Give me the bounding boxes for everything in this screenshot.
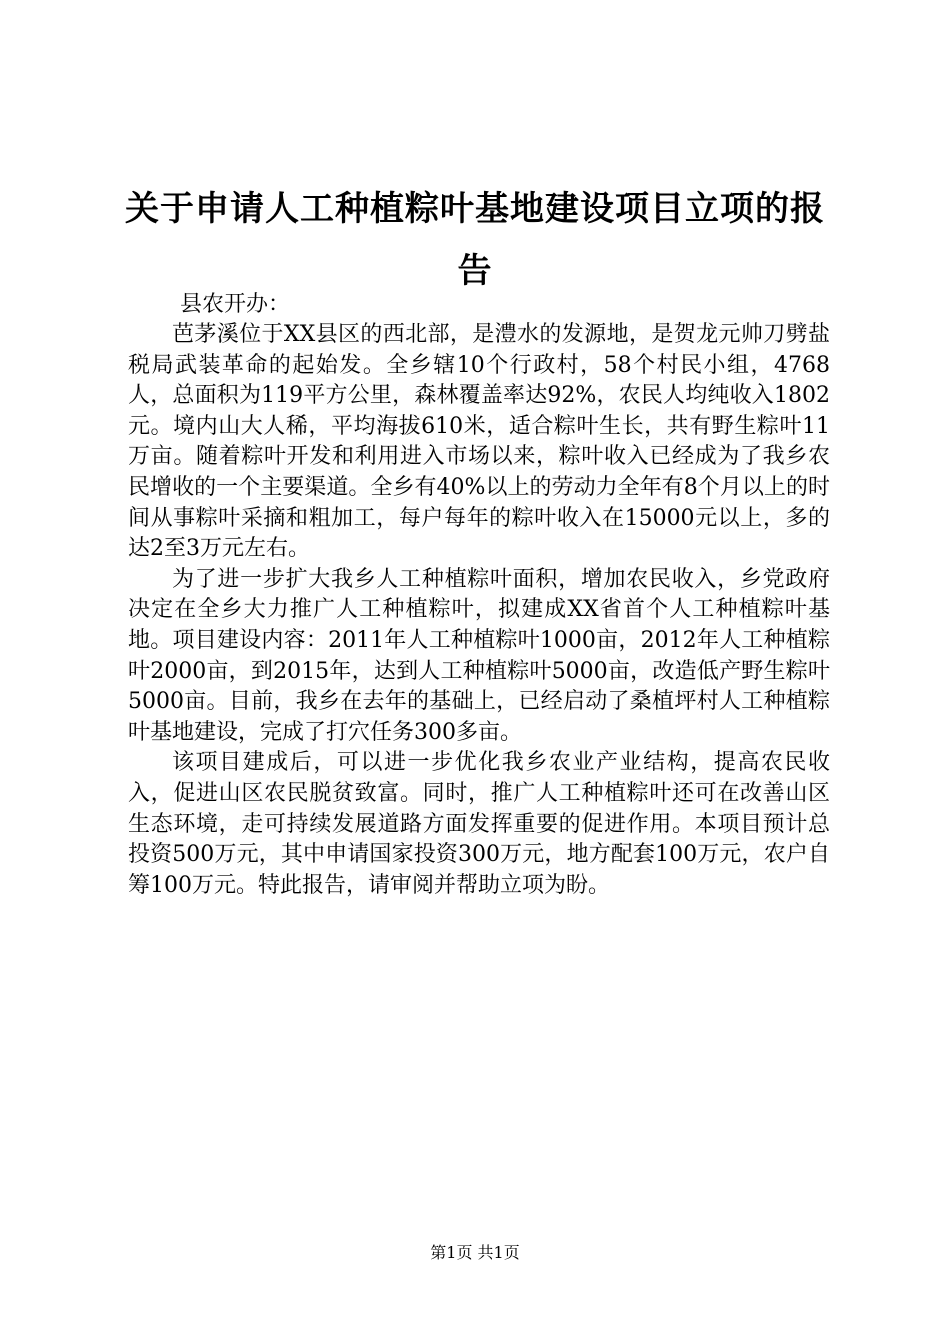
paragraph-1: 芭茅溪位于XX县区的西北部，是澧水的发源地，是贺龙元帅刀劈盐税局武装革命的起始发。全乡辖10个行政村，58个村民小组，4768人，总面积为119平方公里，森林覆盖率达92%，农民人均纯收入1802元。境内山大人稀，平均海拔610米，适合粽叶生长，共有野生粽叶11万亩。随着粽叶开发和利用进入市场以来，粽叶收入已经成为了我乡农民增收的一个主要渠道。全乡有40%以上的劳动力全年有8个月以上的时间从事粽叶采摘和粗加工，每户每年的粽叶收入在15000元以上，多的达2至3万元左右。 — [128, 322, 830, 562]
document-title: 关于申请人工种植粽叶基地建设项目立项的报告 — [125, 189, 825, 291]
salutation: 县农开办： — [180, 292, 291, 317]
document-body — [128, 320, 830, 901]
page-footer: 第1页 共1页 — [430, 1243, 520, 1262]
paragraph-2: 为了进一步扩大我乡人工种植粽叶面积，增加农民收入，乡党政府决定在全乡大力推广人工种植粽叶，拟建成XX省首个人工种植粽叶基地。项目建设内容：2011年人工种植粽叶1000亩，2012年人工种植粽叶2000亩，到2015年，达到人工种植粽叶5000亩，改造低产野生粽叶5000亩。目前，我乡在去年的基础上，已经启动了桑植坪村人工种植粽叶基地建设，完成了打穴任务300多亩。 — [128, 566, 830, 745]
paragraph-3: 该项目建成后，可以进一步优化我乡农业产业结构，提高农民收入，促进山区农民脱贫致富。同时，推广人工种植粽叶还可在改善山区生态环境，走可持续发展道路方面发挥重要的促进作用。本项目预计总投资500万元，其中申请国家投资300万元，地方配套100万元，农户自筹100万元。特此报告，请审阅并帮助立项为盼。 — [128, 750, 830, 898]
